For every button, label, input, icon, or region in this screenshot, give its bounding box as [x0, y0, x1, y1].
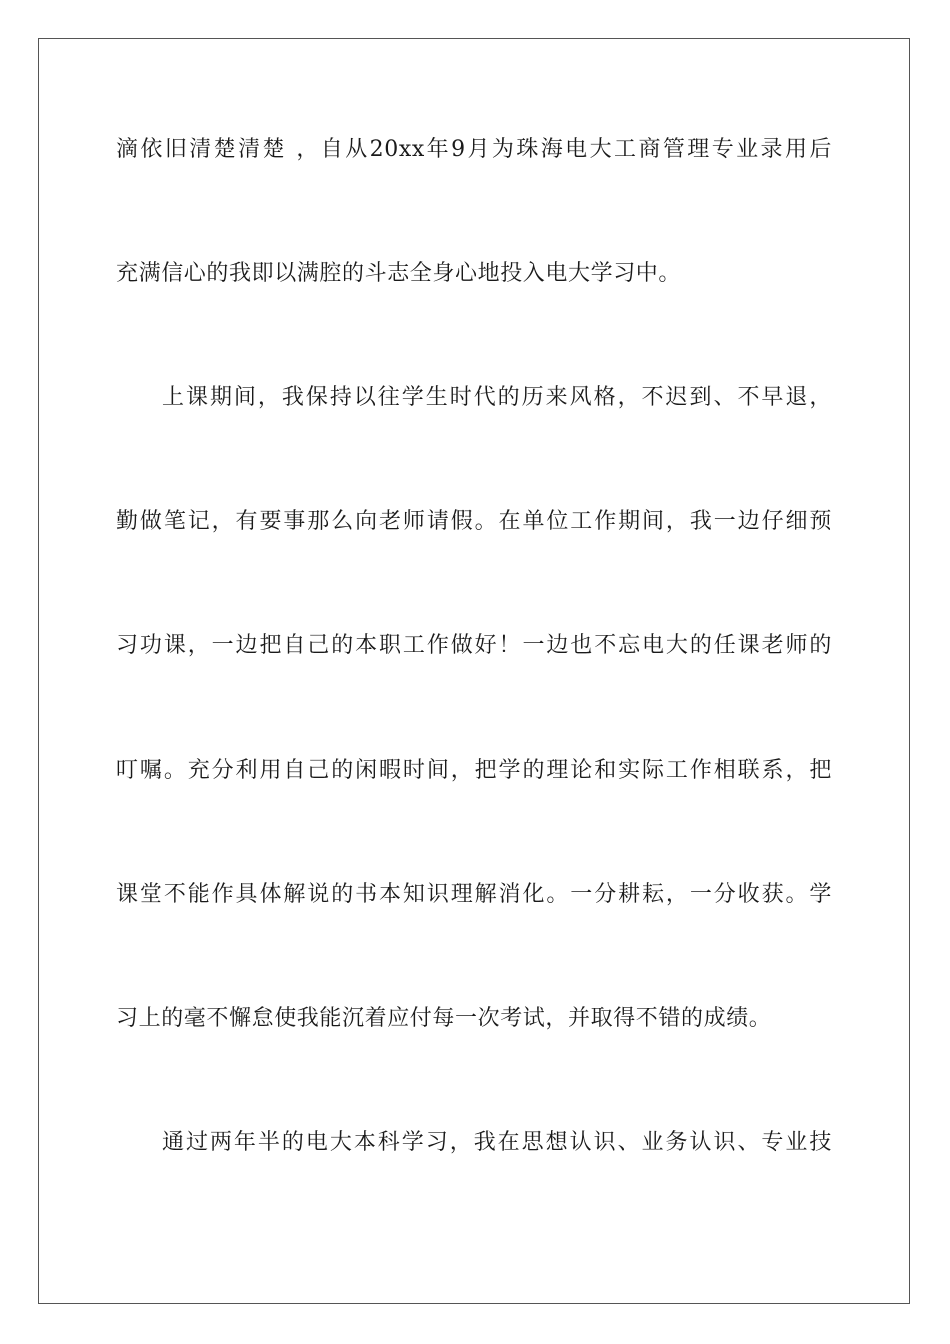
- text-line-7: 课堂不能作具体解说的书本知识理解消化。一分耕耘，一分收获。学: [116, 882, 832, 907]
- text-line-1: 滴依旧清楚清楚 ，自从20xx年9月为珠海电大工商管理专业录用后: [116, 137, 832, 162]
- text-line-6: 叮嘱。充分利用自己的闲暇时间，把学的理论和实际工作相联系，把: [116, 758, 832, 783]
- text-line-5: 习功课，一边把自己的本职工作做好！一边也不忘电大的任课老师的: [116, 633, 832, 658]
- text-line-9: 通过两年半的电大本科学习，我在思想认识、业务认识、专业技: [162, 1130, 832, 1155]
- text-line-8: 习上的毫不懈怠使我能沉着应付每一次考试，并取得不错的成绩。: [116, 1006, 772, 1031]
- text-line-3: 上课期间，我保持以往学生时代的历来风格，不迟到、不早退，: [162, 385, 832, 410]
- page-border: [38, 38, 910, 1304]
- text-line-2: 充满信心的我即以满腔的斗志全身心地投入电大学习中。: [116, 261, 682, 286]
- text-line-4: 勤做笔记，有要事那么向老师请假。在单位工作期间，我一边仔细预: [116, 509, 832, 534]
